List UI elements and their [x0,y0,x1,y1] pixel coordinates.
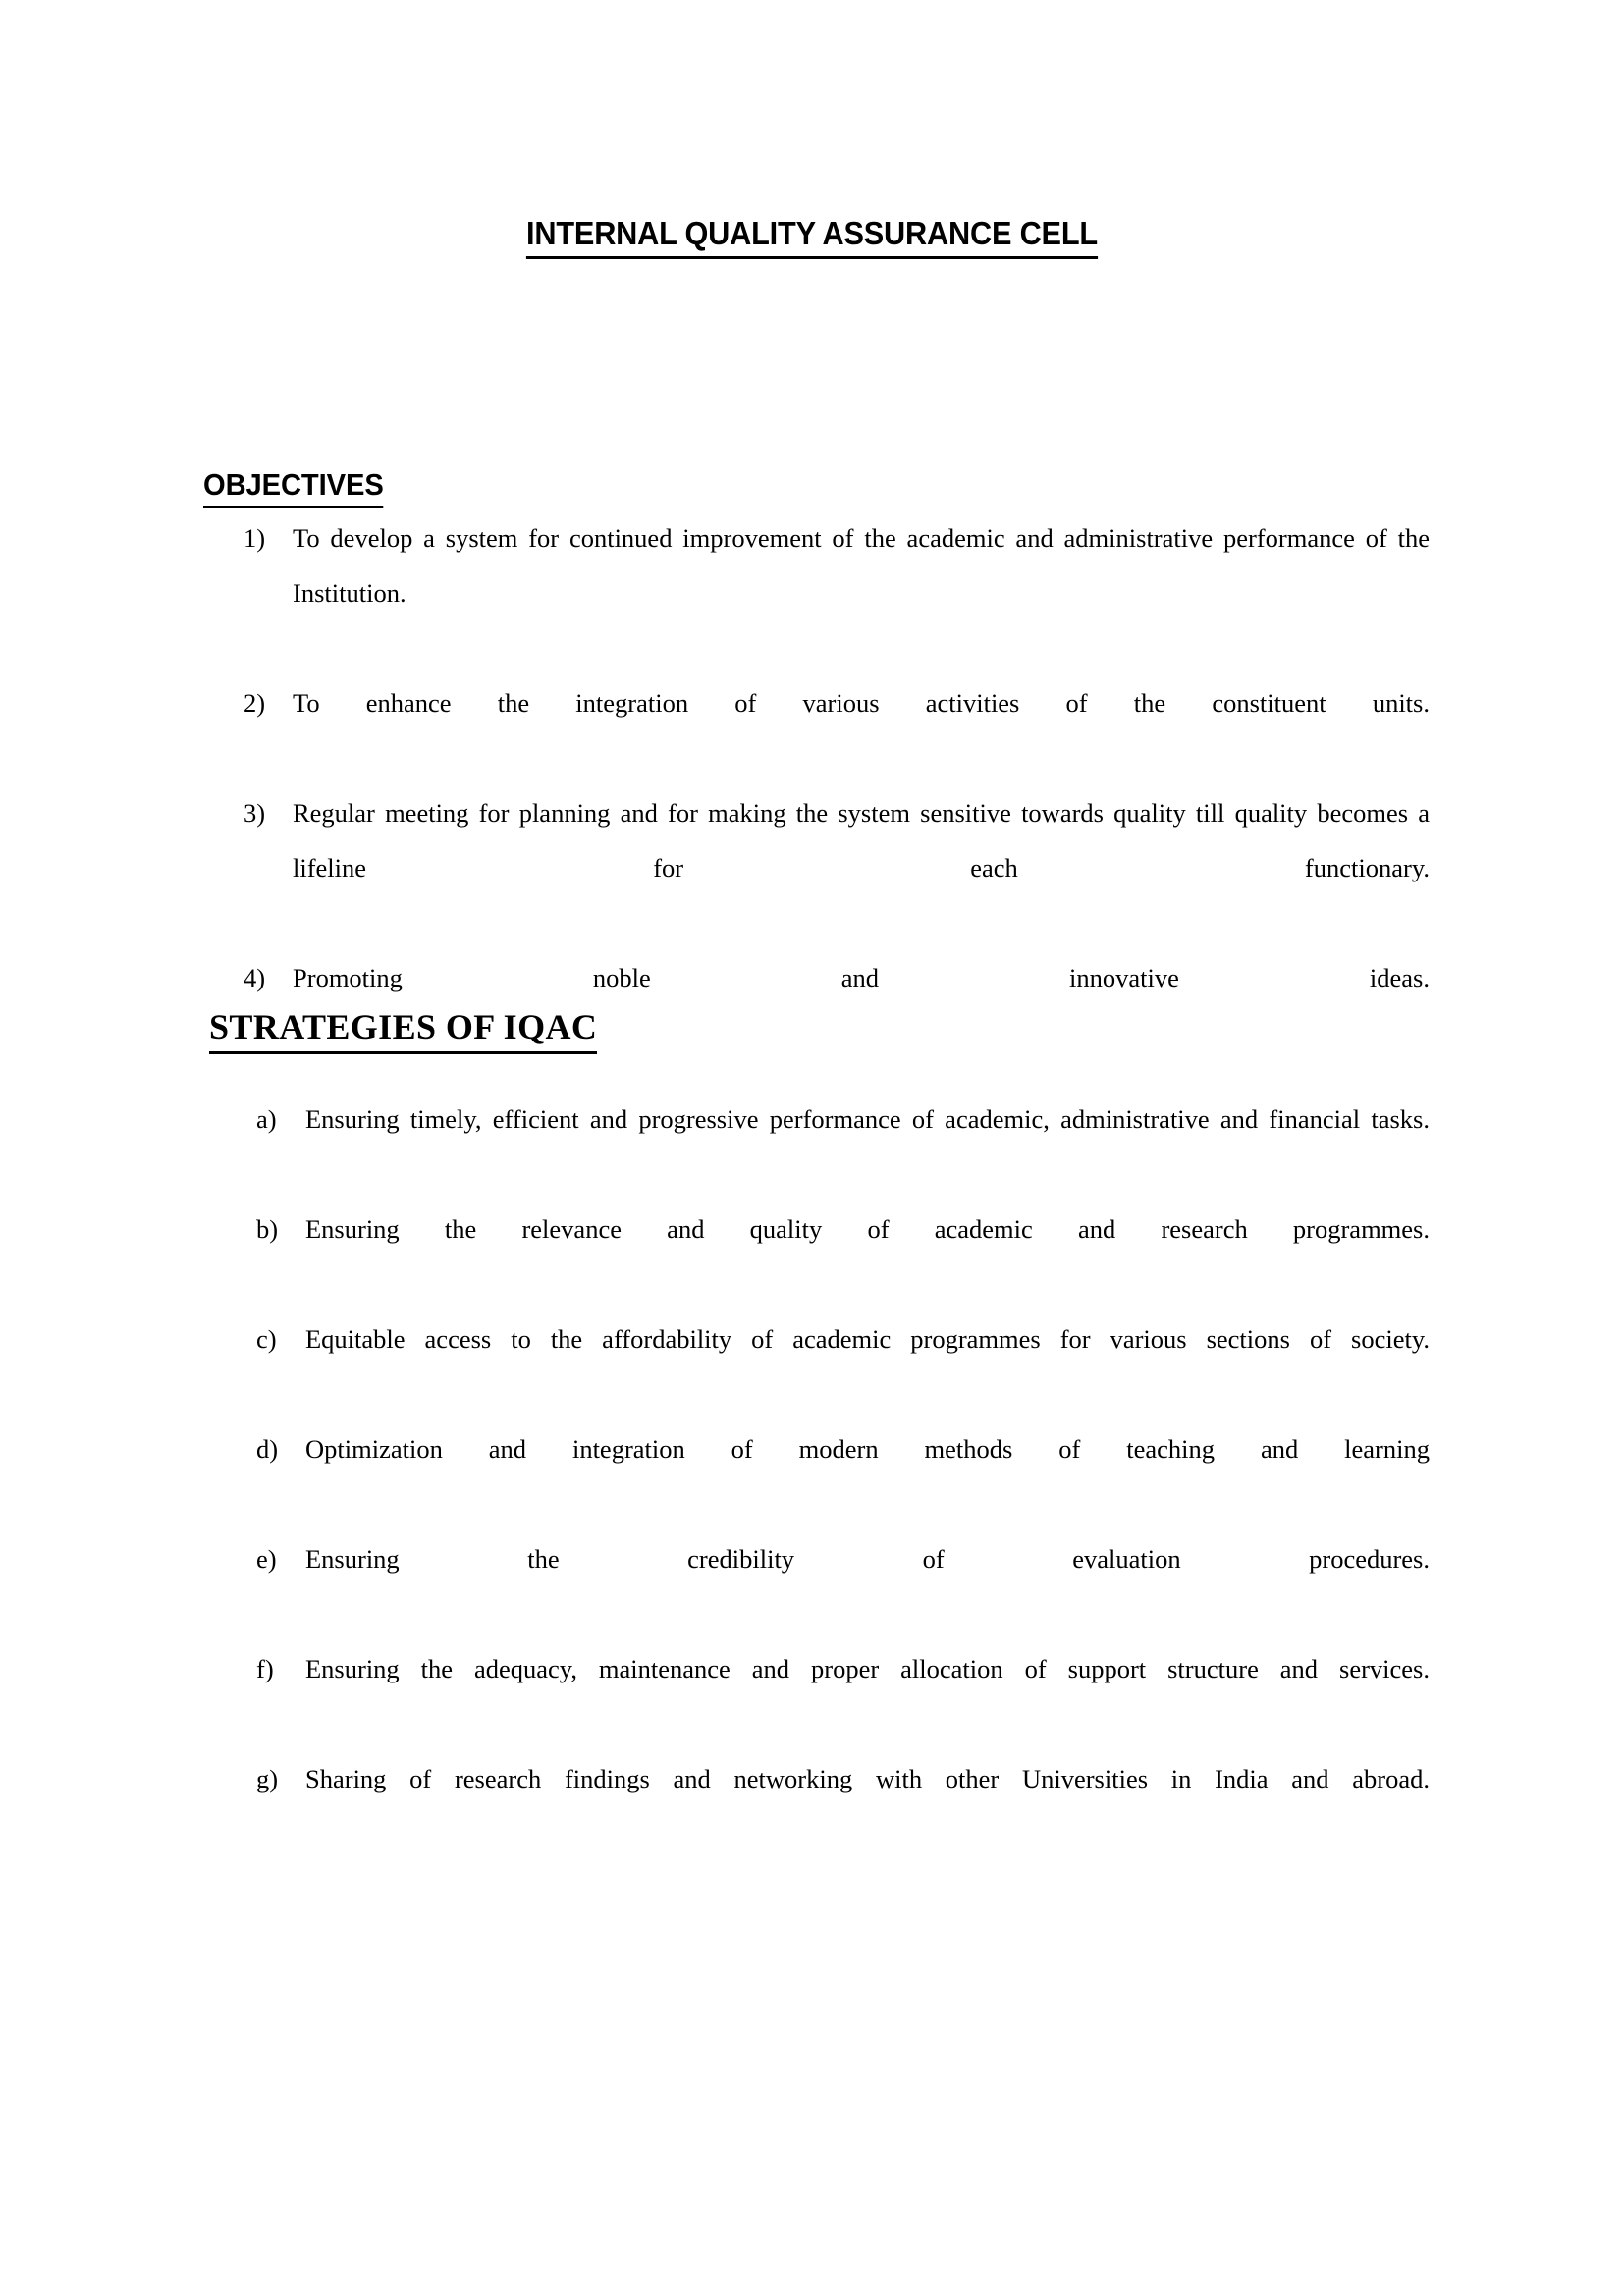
list-item [256,1751,1430,1861]
list-item-marker: g) [256,1764,279,1793]
section-heading-strategies [209,1006,597,1054]
page-title-text: INTERNAL QUALITY ASSURANCE CELL [526,214,1098,259]
list-item-marker: 4) [244,963,266,992]
list-item-marker: 2) [244,688,266,718]
list-item-text: Ensuring the adequacy, maintenance and proper allocation of support structure and services. [305,1654,1430,1683]
list-item [256,1531,1430,1641]
list-item [244,785,1430,950]
list-item [256,1421,1430,1531]
list-item [256,1641,1430,1751]
list-item-text: Ensuring the credibility of evaluation procedures. [305,1544,1430,1574]
section-heading-objectives-text: OBJECTIVES [203,467,384,508]
list-item [256,1311,1430,1421]
list-item-marker: a) [256,1104,277,1134]
page-title [57,214,1567,259]
list-item-marker: 1) [244,523,266,553]
objectives-list [244,510,1430,1060]
list-item [244,675,1430,785]
strategies-list [256,1092,1430,1861]
list-item-marker: b) [256,1214,279,1244]
list-item-text: Sharing of research findings and networking with other Universities in India and abroad. [305,1764,1430,1793]
list-item [256,1201,1430,1311]
list-item-text: Ensuring timely, efficient and progressive performance of academic, administrative and financial tasks. [305,1104,1430,1134]
list-item-text: Equitable access to the affordability of academic programmes for various sections of society. [305,1324,1430,1354]
list-item-marker: e) [256,1544,277,1574]
list-item-marker: f) [256,1654,274,1683]
list-item-text: Regular meeting for planning and for making the system sensitive towards quality till quality becomes a lifeline for each functionary. [293,798,1430,882]
list-item-text: Promoting noble and innovative ideas. [293,963,1430,992]
section-heading-strategies-text: STRATEGIES OF IQAC [209,1006,597,1054]
list-item-marker: c) [256,1324,277,1354]
list-item-text: To enhance the integration of various activities of the constituent units. [293,688,1430,718]
list-item-text: To develop a system for continued improvement of the academic and administrative performance of the Institution. [293,523,1430,608]
list-item-text: Ensuring the relevance and quality of academic and research programmes. [305,1214,1430,1244]
list-item [244,510,1430,675]
list-item-marker: d) [256,1434,279,1464]
list-item-marker: 3) [244,798,266,828]
section-heading-objectives [203,467,384,508]
list-item [256,1092,1430,1201]
list-item-text: Optimization and integration of modern methods of teaching and learning [305,1434,1430,1464]
